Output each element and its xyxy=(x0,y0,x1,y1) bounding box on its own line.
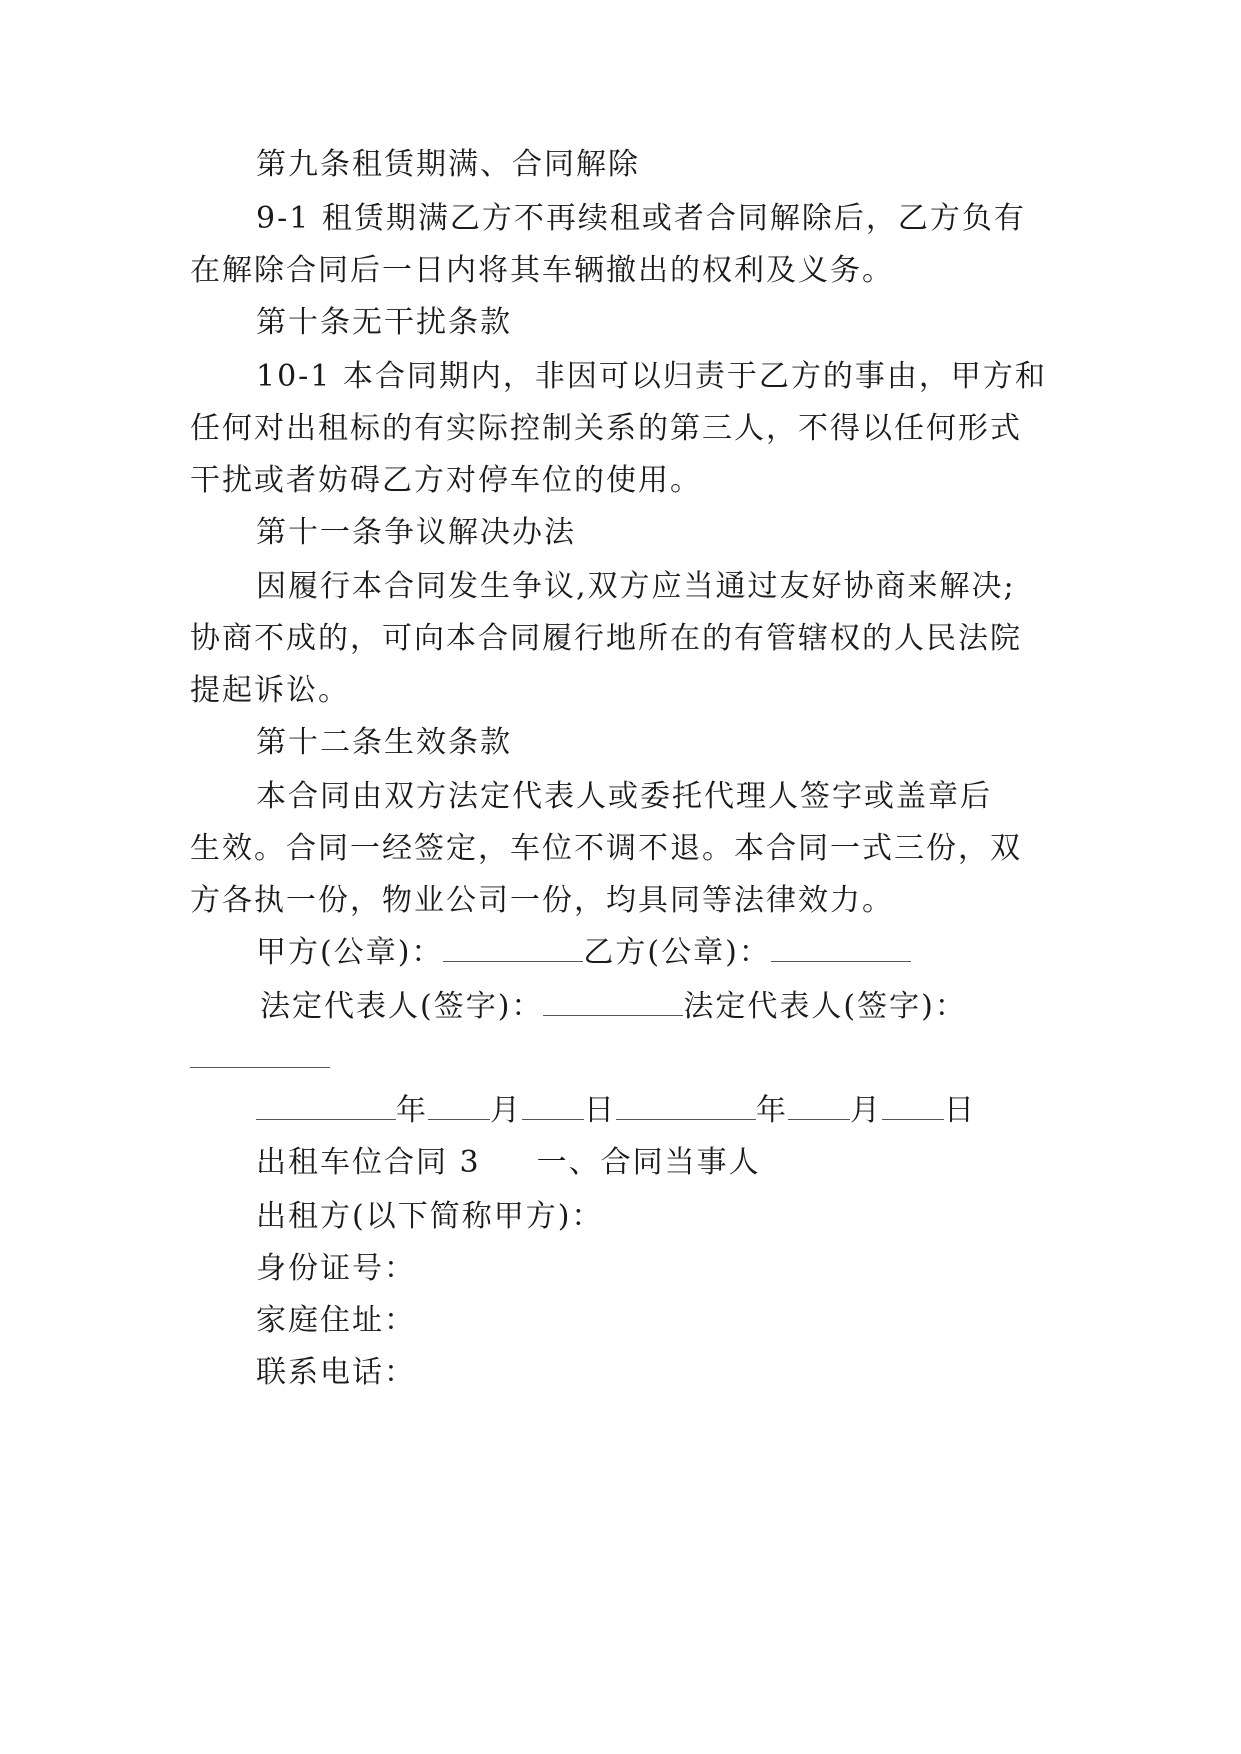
date-a-day-blank[interactable] xyxy=(522,1091,584,1120)
contract-3-title: 出租车位合同 3 xyxy=(256,1145,481,1180)
section-10-para-line-3: 干扰或者妨碍乙方对停车位的使用。 xyxy=(190,463,702,498)
date-line xyxy=(256,1091,976,1131)
date-a-month-label: 月 xyxy=(490,1093,522,1128)
lessor-label: 出租方(以下简称甲方)： xyxy=(256,1199,604,1234)
legal-rep-a-blank[interactable] xyxy=(543,987,683,1016)
section-11-para-line-1: 因履行本合同发生争议,双方应当通过友好协商来解决; xyxy=(256,569,1016,604)
section-10-para-line-1: 10-1 本合同期内，非因可以归责于乙方的事由，甲方和 xyxy=(256,359,1047,394)
section-9-heading: 第九条租赁期满、合同解除 xyxy=(256,147,640,182)
section-12-heading: 第十二条生效条款 xyxy=(256,725,512,760)
legal-rep-b-blank[interactable] xyxy=(190,1039,330,1068)
section-9-para-line-2: 在解除合同后一日内将其车辆撤出的权利及义务。 xyxy=(190,253,894,288)
date-a-year-label: 年 xyxy=(396,1093,428,1128)
date-a-year-blank[interactable] xyxy=(256,1091,396,1120)
legal-rep-a-label: 法定代表人(签字)： xyxy=(260,989,544,1024)
section-12-para-line-2: 生效。合同一经签定，车位不调不退。本合同一式三份，双 xyxy=(190,831,1022,866)
legal-rep-line xyxy=(260,987,967,1027)
phone-label: 联系电话： xyxy=(256,1355,416,1390)
date-b-month-blank[interactable] xyxy=(788,1091,850,1120)
date-a-month-blank[interactable] xyxy=(428,1091,490,1120)
date-a-day-label: 日 xyxy=(584,1093,616,1128)
section-12-para-line-1: 本合同由双方法定代表人或委托代理人签字或盖章后 xyxy=(256,779,992,814)
contract-3-title-line xyxy=(256,1143,761,1183)
section-10-para-line-2: 任何对出租标的有实际控制关系的第三人，不得以任何形式 xyxy=(190,411,1022,446)
party-a-seal-label: 甲方(公章)： xyxy=(256,935,444,970)
section-10-heading: 第十条无干扰条款 xyxy=(256,305,512,340)
legal-rep-b-label: 法定代表人(签字)： xyxy=(683,989,967,1024)
party-a-seal-blank[interactable] xyxy=(443,933,583,962)
section-11-heading: 第十一条争议解决办法 xyxy=(256,515,576,550)
section-9-para-line-1: 9-1 租赁期满乙方不再续租或者合同解除后，乙方负有 xyxy=(256,201,1026,236)
date-b-month-label: 月 xyxy=(850,1093,882,1128)
date-b-year-label: 年 xyxy=(756,1093,788,1128)
party-seal-line xyxy=(256,933,911,973)
section-12-para-line-3: 方各执一份，物业公司一份，均具同等法律效力。 xyxy=(190,883,894,918)
date-b-day-blank[interactable] xyxy=(882,1091,944,1120)
party-b-seal-blank[interactable] xyxy=(771,933,911,962)
section-11-para-line-2: 协商不成的，可向本合同履行地所在的有管辖权的人民法院 xyxy=(190,621,1022,656)
home-address-label: 家庭住址： xyxy=(256,1303,416,1338)
section-11-para-line-3: 提起诉讼。 xyxy=(190,673,350,708)
date-b-day-label: 日 xyxy=(944,1093,976,1128)
legal-rep-b-line xyxy=(190,1039,330,1079)
contract-3-part-1-heading: 一、合同当事人 xyxy=(536,1145,761,1180)
party-b-seal-label: 乙方(公章)： xyxy=(583,935,771,970)
id-number-label: 身份证号： xyxy=(256,1251,416,1286)
date-b-year-blank[interactable] xyxy=(616,1091,756,1120)
